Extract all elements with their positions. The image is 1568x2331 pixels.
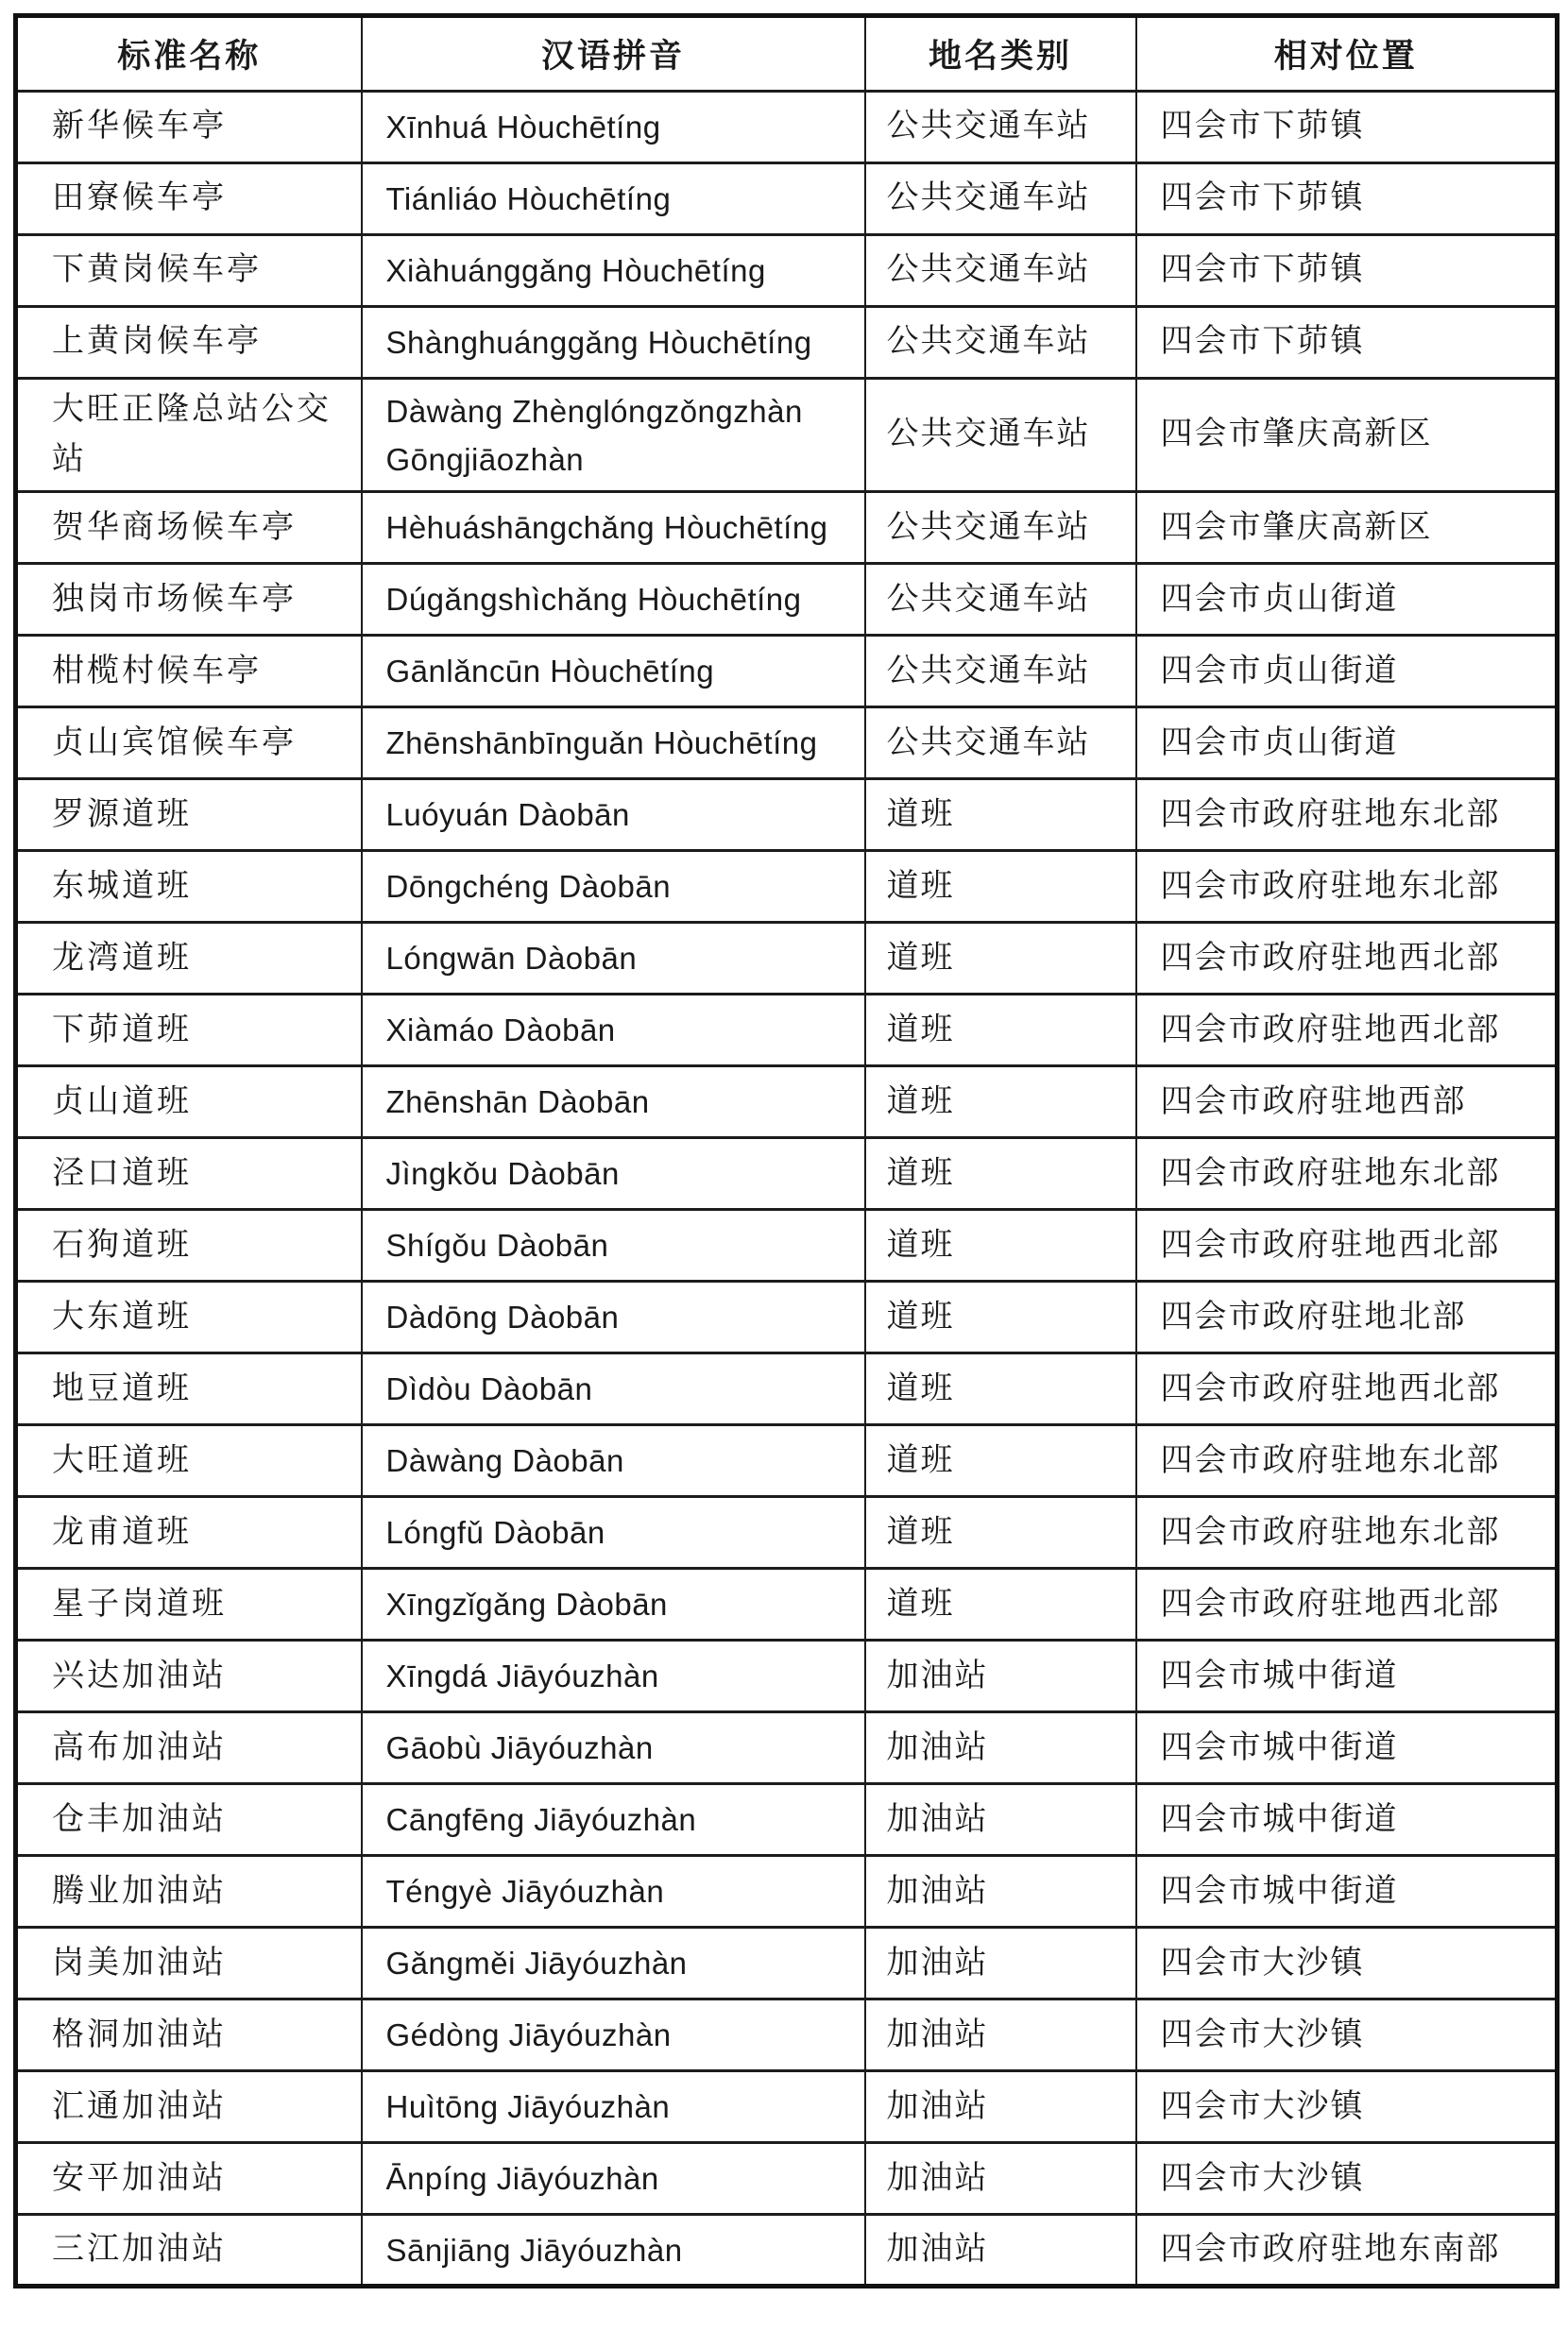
cell-category: 公共交通车站 — [865, 379, 1136, 492]
cell-standard-name: 石狗道班 — [16, 1210, 362, 1282]
table-row — [16, 995, 1558, 1066]
cell-pinyin: Xīnhuá Hòuchētíng — [362, 92, 865, 163]
table-body — [16, 92, 1558, 2287]
cell-relative-location: 四会市政府驻地西北部 — [1136, 1569, 1558, 1641]
table-row — [16, 1497, 1558, 1569]
table-row — [16, 707, 1558, 779]
cell-pinyin: Gāobù Jiāyóuzhàn — [362, 1712, 865, 1784]
cell-standard-name: 东城道班 — [16, 851, 362, 923]
cell-relative-location: 四会市大沙镇 — [1136, 1928, 1558, 1999]
cell-pinyin: Cāngfēng Jiāyóuzhàn — [362, 1784, 865, 1856]
cell-category: 道班 — [865, 851, 1136, 923]
cell-standard-name: 腾业加油站 — [16, 1856, 362, 1928]
cell-relative-location: 四会市城中街道 — [1136, 1641, 1558, 1712]
cell-pinyin: Dìdòu Dàobān — [362, 1353, 865, 1425]
cell-standard-name: 罗源道班 — [16, 779, 362, 851]
table-row — [16, 779, 1558, 851]
header-category: 地名类别 — [865, 16, 1136, 92]
cell-pinyin: Xīngdá Jiāyóuzhàn — [362, 1641, 865, 1712]
table-row — [16, 1928, 1558, 1999]
cell-standard-name: 下黄岗候车亭 — [16, 235, 362, 307]
cell-standard-name: 三江加油站 — [16, 2215, 362, 2287]
table-row — [16, 2143, 1558, 2215]
table-row — [16, 1138, 1558, 1210]
cell-category: 加油站 — [865, 2071, 1136, 2143]
cell-standard-name: 地豆道班 — [16, 1353, 362, 1425]
cell-relative-location: 四会市下茆镇 — [1136, 163, 1558, 235]
table-row — [16, 163, 1558, 235]
cell-category: 道班 — [865, 923, 1136, 995]
cell-standard-name: 田寮候车亭 — [16, 163, 362, 235]
cell-standard-name: 高布加油站 — [16, 1712, 362, 1784]
table-row — [16, 1210, 1558, 1282]
cell-relative-location: 四会市政府驻地西北部 — [1136, 923, 1558, 995]
cell-category: 道班 — [865, 1353, 1136, 1425]
cell-pinyin: Shígǒu Dàobān — [362, 1210, 865, 1282]
cell-pinyin: Hèhuáshāngchǎng Hòuchētíng — [362, 492, 865, 564]
cell-standard-name: 汇通加油站 — [16, 2071, 362, 2143]
cell-relative-location: 四会市政府驻地东北部 — [1136, 779, 1558, 851]
table-row — [16, 2071, 1558, 2143]
table-row — [16, 1999, 1558, 2071]
cell-relative-location: 四会市政府驻地西部 — [1136, 1066, 1558, 1138]
cell-category: 加油站 — [865, 1712, 1136, 1784]
cell-standard-name: 大旺道班 — [16, 1425, 362, 1497]
header-relative-location: 相对位置 — [1136, 16, 1558, 92]
cell-relative-location: 四会市下茆镇 — [1136, 235, 1558, 307]
cell-category: 公共交通车站 — [865, 235, 1136, 307]
cell-standard-name: 龙甫道班 — [16, 1497, 362, 1569]
cell-relative-location: 四会市政府驻地东北部 — [1136, 851, 1558, 923]
cell-relative-location: 四会市政府驻地西北部 — [1136, 1210, 1558, 1282]
table-row — [16, 1641, 1558, 1712]
cell-category: 加油站 — [865, 2215, 1136, 2287]
cell-pinyin: Dúgǎngshìchǎng Hòuchētíng — [362, 564, 865, 636]
cell-pinyin: Dàwàng Zhènglóngzǒngzhàn Gōngjiāozhàn — [362, 379, 865, 492]
cell-pinyin: Gédòng Jiāyóuzhàn — [362, 1999, 865, 2071]
cell-pinyin: Gǎngměi Jiāyóuzhàn — [362, 1928, 865, 1999]
cell-standard-name: 贞山宾馆候车亭 — [16, 707, 362, 779]
cell-relative-location: 四会市城中街道 — [1136, 1712, 1558, 1784]
table-row — [16, 1569, 1558, 1641]
cell-category: 公共交通车站 — [865, 163, 1136, 235]
cell-pinyin: Xīngzǐgǎng Dàobān — [362, 1569, 865, 1641]
cell-category: 公共交通车站 — [865, 707, 1136, 779]
cell-category: 加油站 — [865, 1856, 1136, 1928]
cell-standard-name: 格洞加油站 — [16, 1999, 362, 2071]
header-standard-name: 标准名称 — [16, 16, 362, 92]
cell-category: 公共交通车站 — [865, 307, 1136, 379]
cell-category: 加油站 — [865, 1784, 1136, 1856]
cell-category: 加油站 — [865, 1641, 1136, 1712]
cell-relative-location: 四会市政府驻地东北部 — [1136, 1425, 1558, 1497]
cell-category: 道班 — [865, 1066, 1136, 1138]
cell-relative-location: 四会市大沙镇 — [1136, 2071, 1558, 2143]
cell-standard-name: 贞山道班 — [16, 1066, 362, 1138]
cell-relative-location: 四会市贞山街道 — [1136, 564, 1558, 636]
cell-standard-name: 贺华商场候车亭 — [16, 492, 362, 564]
cell-relative-location: 四会市政府驻地东南部 — [1136, 2215, 1558, 2287]
cell-category: 公共交通车站 — [865, 92, 1136, 163]
cell-relative-location: 四会市政府驻地西北部 — [1136, 995, 1558, 1066]
cell-pinyin: Sānjiāng Jiāyóuzhàn — [362, 2215, 865, 2287]
cell-category: 公共交通车站 — [865, 492, 1136, 564]
cell-standard-name: 龙湾道班 — [16, 923, 362, 995]
cell-standard-name: 上黄岗候车亭 — [16, 307, 362, 379]
cell-pinyin: Zhēnshān Dàobān — [362, 1066, 865, 1138]
cell-pinyin: Zhēnshānbīnguǎn Hòuchētíng — [362, 707, 865, 779]
cell-standard-name: 独岗市场候车亭 — [16, 564, 362, 636]
table-row — [16, 379, 1558, 492]
cell-pinyin: Dàwàng Dàobān — [362, 1425, 865, 1497]
table-row — [16, 923, 1558, 995]
cell-relative-location: 四会市大沙镇 — [1136, 2143, 1558, 2215]
cell-pinyin: Shànghuánggǎng Hòuchētíng — [362, 307, 865, 379]
cell-relative-location: 四会市政府驻地东北部 — [1136, 1497, 1558, 1569]
cell-standard-name: 大东道班 — [16, 1282, 362, 1353]
cell-pinyin: Luóyuán Dàobān — [362, 779, 865, 851]
cell-pinyin: Dōngchéng Dàobān — [362, 851, 865, 923]
cell-pinyin: Tiánliáo Hòuchētíng — [362, 163, 865, 235]
cell-pinyin: Lóngfǔ Dàobān — [362, 1497, 865, 1569]
table-row — [16, 1282, 1558, 1353]
header-pinyin: 汉语拼音 — [362, 16, 865, 92]
table-header — [16, 16, 1558, 92]
cell-pinyin: Téngyè Jiāyóuzhàn — [362, 1856, 865, 1928]
cell-standard-name: 泾口道班 — [16, 1138, 362, 1210]
cell-pinyin: Ānpíng Jiāyóuzhàn — [362, 2143, 865, 2215]
cell-standard-name: 新华候车亭 — [16, 92, 362, 163]
cell-category: 道班 — [865, 1569, 1136, 1641]
table-row — [16, 235, 1558, 307]
table-row — [16, 1856, 1558, 1928]
cell-category: 道班 — [865, 1497, 1136, 1569]
cell-category: 道班 — [865, 779, 1136, 851]
cell-category: 道班 — [865, 1138, 1136, 1210]
table-row — [16, 1784, 1558, 1856]
cell-category: 道班 — [865, 1210, 1136, 1282]
cell-relative-location: 四会市下茆镇 — [1136, 92, 1558, 163]
cell-standard-name: 星子岗道班 — [16, 1569, 362, 1641]
cell-relative-location: 四会市城中街道 — [1136, 1784, 1558, 1856]
cell-category: 加油站 — [865, 2143, 1136, 2215]
cell-category: 道班 — [865, 1282, 1136, 1353]
cell-relative-location: 四会市贞山街道 — [1136, 636, 1558, 707]
cell-relative-location: 四会市贞山街道 — [1136, 707, 1558, 779]
cell-pinyin: Jìngkǒu Dàobān — [362, 1138, 865, 1210]
table-row — [16, 92, 1558, 163]
place-names-table — [13, 13, 1559, 2288]
cell-pinyin: Dàdōng Dàobān — [362, 1282, 865, 1353]
cell-relative-location: 四会市大沙镇 — [1136, 1999, 1558, 2071]
table-row — [16, 564, 1558, 636]
cell-category: 公共交通车站 — [865, 564, 1136, 636]
cell-standard-name: 柑榄村候车亭 — [16, 636, 362, 707]
cell-pinyin: Xiàmáo Dàobān — [362, 995, 865, 1066]
table-row — [16, 307, 1558, 379]
cell-pinyin: Xiàhuánggǎng Hòuchētíng — [362, 235, 865, 307]
cell-relative-location: 四会市政府驻地西北部 — [1136, 1353, 1558, 1425]
table-row — [16, 1425, 1558, 1497]
cell-standard-name: 兴达加油站 — [16, 1641, 362, 1712]
cell-standard-name: 安平加油站 — [16, 2143, 362, 2215]
cell-category: 道班 — [865, 1425, 1136, 1497]
header-row — [16, 16, 1558, 92]
cell-relative-location: 四会市肇庆高新区 — [1136, 492, 1558, 564]
cell-standard-name: 大旺正隆总站公交站 — [16, 379, 362, 492]
table-row — [16, 1066, 1558, 1138]
table-row — [16, 492, 1558, 564]
table-row — [16, 1712, 1558, 1784]
cell-relative-location: 四会市肇庆高新区 — [1136, 379, 1558, 492]
cell-category: 加油站 — [865, 1928, 1136, 1999]
table-row — [16, 1353, 1558, 1425]
table-row — [16, 851, 1558, 923]
table-row — [16, 636, 1558, 707]
cell-category: 公共交通车站 — [865, 636, 1136, 707]
cell-category: 加油站 — [865, 1999, 1136, 2071]
cell-relative-location: 四会市政府驻地东北部 — [1136, 1138, 1558, 1210]
cell-relative-location: 四会市下茆镇 — [1136, 307, 1558, 379]
cell-relative-location: 四会市城中街道 — [1136, 1856, 1558, 1928]
cell-standard-name: 下茆道班 — [16, 995, 362, 1066]
cell-relative-location: 四会市政府驻地北部 — [1136, 1282, 1558, 1353]
cell-category: 道班 — [865, 995, 1136, 1066]
cell-standard-name: 岗美加油站 — [16, 1928, 362, 1999]
table-row — [16, 2215, 1558, 2287]
cell-standard-name: 仓丰加油站 — [16, 1784, 362, 1856]
cell-pinyin: Huìtōng Jiāyóuzhàn — [362, 2071, 865, 2143]
cell-pinyin: Gānlǎncūn Hòuchētíng — [362, 636, 865, 707]
cell-pinyin: Lóngwān Dàobān — [362, 923, 865, 995]
